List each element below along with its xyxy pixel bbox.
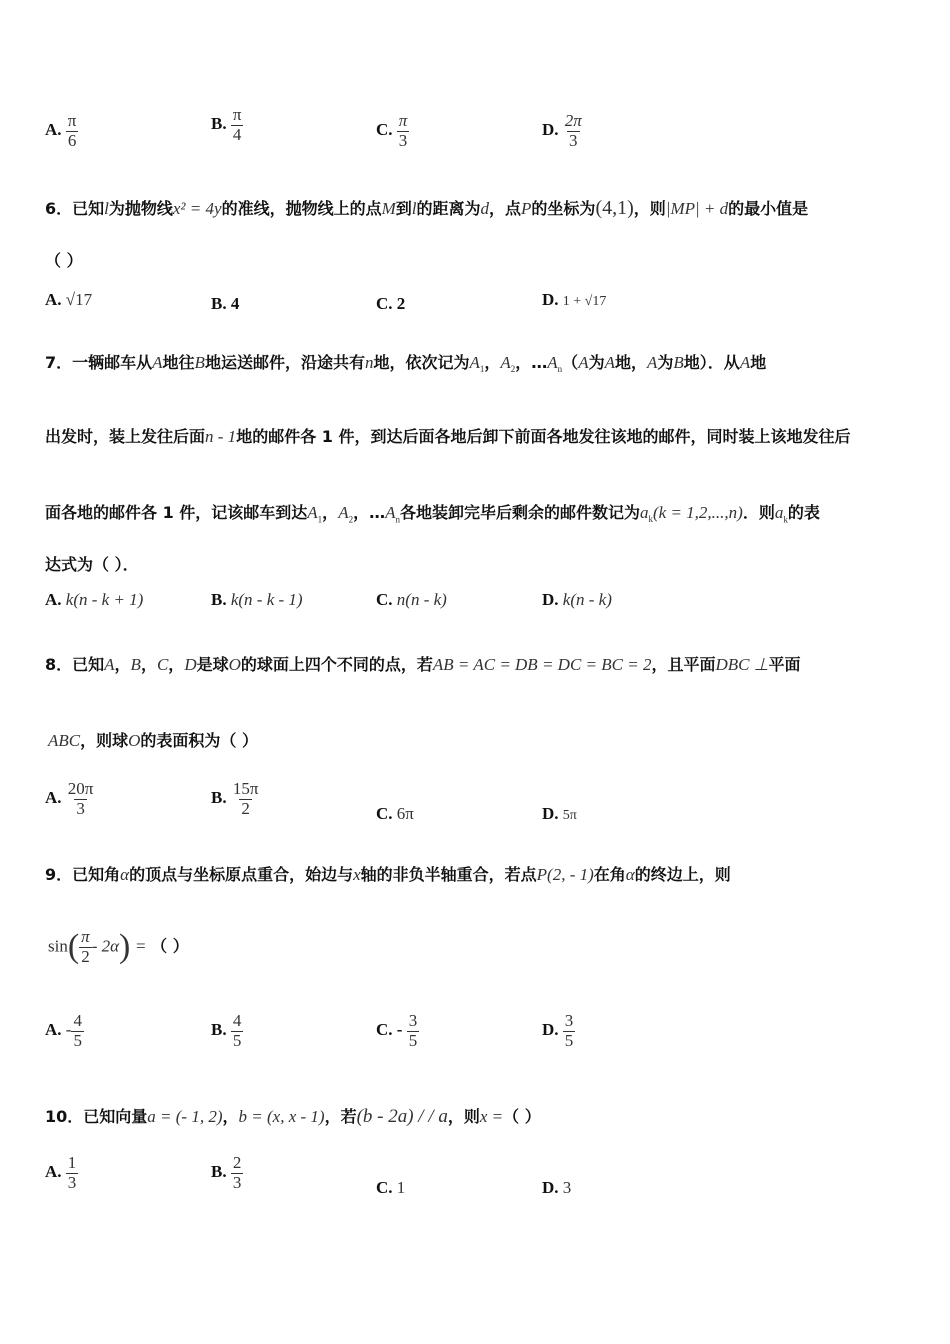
q8-option-c[interactable]: C. 6π	[376, 804, 414, 823]
q8-line-2: ABC，则球O的表面积为（ ）	[48, 731, 258, 750]
q5-option-b[interactable]: B. $\frac{\pi}{4}$	[211, 105, 242, 144]
q8-option-b[interactable]: B. $\frac{15\pi}{2}$	[211, 779, 259, 818]
q7-line-4: 达式为（ ）．	[45, 555, 139, 574]
q9-expression: sin( $\frac{\pi}{2}$ - 2α) = （ ）	[48, 927, 189, 966]
q7-line-3: 面各地的邮件各 1 件，记该邮车到达$A_1$，$A_2$，$\dots A_n$各地装卸完毕后剩余的邮件数记为$a_k(k = 1,2,...,n)$．则$a_k$的表	[45, 503, 820, 525]
q7-line-1: 7．一辆邮车从A地往B地运送邮件，沿途共有n地，依次记为$A_1$，$A_2$，$\dots A_n(A$为A地，A为B地）．从A地	[45, 353, 767, 375]
q7-line-2: 出发时，装上发往后面n - 1地的邮件各 1 件，到达后面各地后卸下前面各地发往该地的邮件，同时装上该地发往后	[45, 427, 851, 446]
q8-option-a[interactable]: A. $\frac{20\pi}{3}$	[45, 779, 94, 818]
q9-option-a[interactable]: A. - $\frac{4}{5}$	[45, 1011, 82, 1050]
q6-stem: 6．已知l为抛物线x² = 4y的准线，抛物线上的点M到l的距离为d，点P的坐标为(4,1)，则|MP| + d的最小值是	[45, 197, 809, 219]
q5-option-d[interactable]: D. $\frac{2\pi}{3}$	[542, 111, 582, 150]
q5-option-a[interactable]: A. $\frac{\pi}{6}$	[45, 111, 77, 150]
q6-option-d[interactable]: D. 1 + √17	[542, 290, 607, 309]
q7-option-c[interactable]: C. n(n - k)	[376, 590, 447, 609]
q9-stem: 9．已知角α的顶点与坐标原点重合，始边与x轴的非负半轴重合，若点P(2, - 1)在角α的终边上，则	[45, 865, 731, 884]
q5-option-c[interactable]: C. $\frac{\pi}{3}$	[376, 111, 408, 150]
q10-option-a[interactable]: A. $\frac{1}{3}$	[45, 1153, 77, 1192]
q10-stem: 10．已知向量a = (- 1, 2)，b = (x, x - 1)，若(b - 2a) / / a，则x =（ ）	[45, 1106, 541, 1127]
q9-option-b[interactable]: B. $\frac{4}{5}$	[211, 1011, 242, 1050]
q5-d-fraction: $\frac{2\pi}{3}$	[564, 111, 582, 150]
q5-c-fraction: $\frac{\pi}{3}$	[398, 111, 408, 150]
q6-option-b[interactable]: B. 4	[211, 294, 240, 313]
q7-option-b[interactable]: B. k(n - k - 1)	[211, 590, 303, 609]
q7-option-d[interactable]: D. k(n - k)	[542, 590, 612, 609]
q9-option-c[interactable]: C. - $\frac{3}{5}$	[376, 1011, 418, 1050]
q6-option-a[interactable]: A. √17	[45, 290, 93, 309]
q10-option-b[interactable]: B. $\frac{2}{3}$	[211, 1153, 242, 1192]
q8-option-d[interactable]: D. 5π	[542, 804, 577, 823]
q6-paren: （ ）	[45, 251, 83, 270]
q5-b-fraction: $\frac{\pi}{4}$	[232, 105, 242, 144]
q5-a-fraction: $\frac{\pi}{6}$	[67, 111, 77, 150]
q10-option-c[interactable]: C. 1	[376, 1178, 406, 1197]
q7-option-a[interactable]: A. k(n - k + 1)	[45, 590, 144, 609]
q8-line-1: 8．已知A，B，C，D是球O的球面上四个不同的点，若AB = AC = DB = DC = BC = 2，且平面DBC ⊥平面	[45, 655, 801, 674]
q10-option-d[interactable]: D. 3	[542, 1178, 572, 1197]
q9-option-d[interactable]: D. $\frac{3}{5}$	[542, 1011, 574, 1050]
q6-option-c[interactable]: C. 2	[376, 294, 406, 313]
